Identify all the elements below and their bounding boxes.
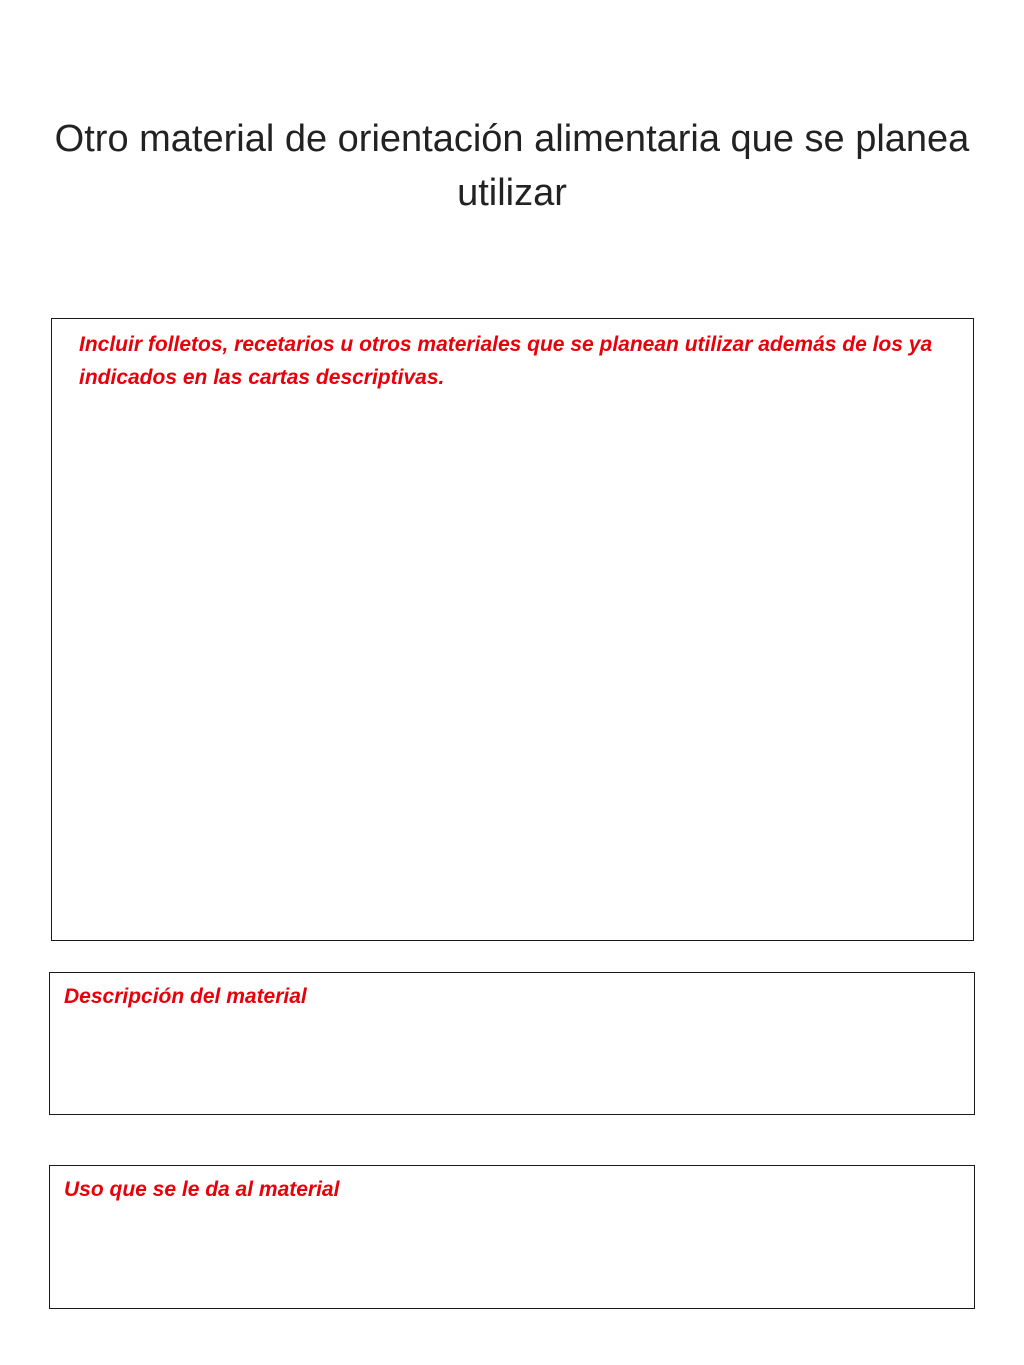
description-label: Descripción del material bbox=[64, 985, 307, 1008]
materials-instruction: Incluir folletos, recetarios u otros materiales que se planean utilizar además de los ya indicados en las cartas descriptivas. bbox=[79, 333, 933, 389]
usage-box[interactable] bbox=[49, 1165, 975, 1309]
usage-label: Uso que se le da al material bbox=[64, 1178, 340, 1201]
materials-box[interactable] bbox=[51, 318, 974, 941]
description-box[interactable] bbox=[49, 972, 975, 1115]
page-title: Otro material de orientación alimentaria que se planea utilizar bbox=[54, 118, 970, 214]
